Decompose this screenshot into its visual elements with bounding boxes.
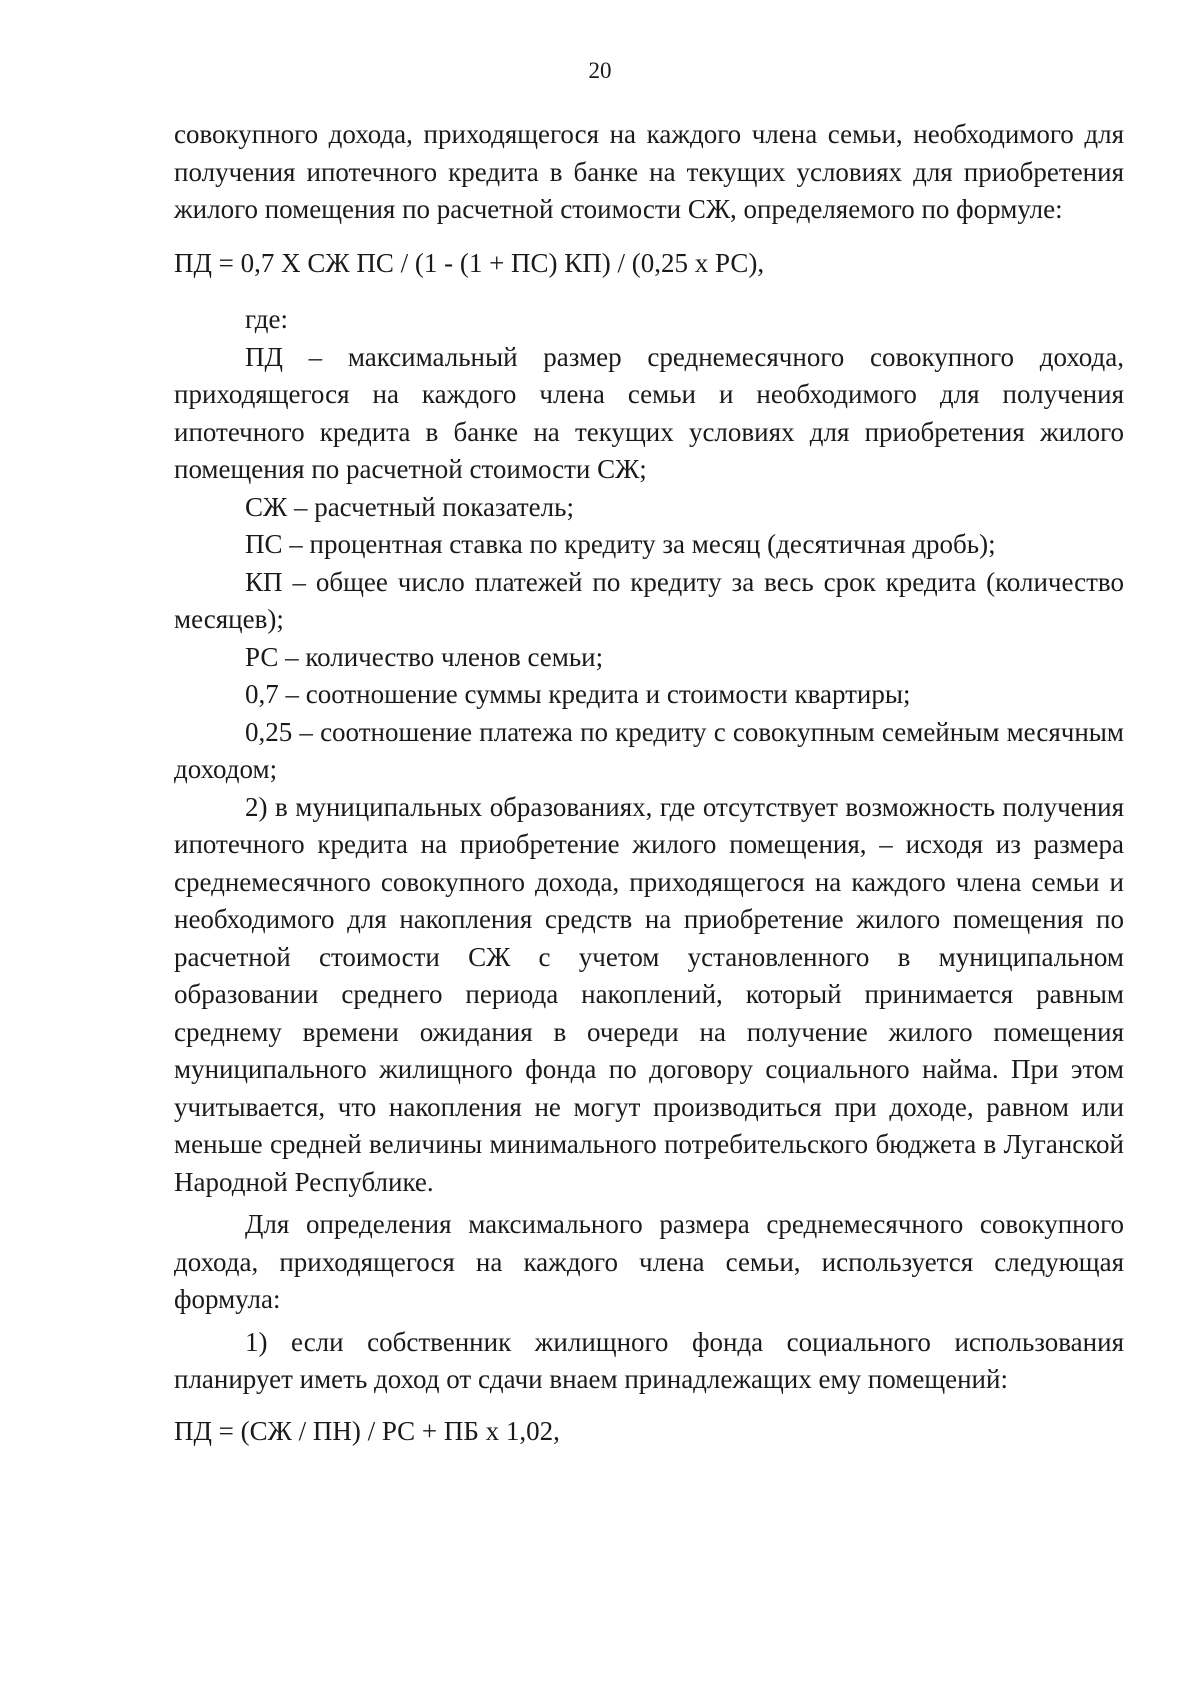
definition-pd: ПД – максимальный размер среднемесячного совокупного дохода, приходящегося на каждого члена семьи и необходимого для получения ипотечного кредита в банке на текущих условиях для приобретения жилого помещения по расчетной стоимости СЖ; <box>174 341 1124 484</box>
paragraph-item-2: 2) в муниципальных образованиях, где отсутствует возможность получения ипотечного кредита на приобретение жилого помещения, – исходя из размера среднемесячного совокупного дохода, приходящегося на каждого члена семьи и необходимого для накопления средств на приобретение жилого помещения по расчетной стоимости СЖ с учетом установленного в муниципальном образовании среднего периода накоплений, который принимается равным среднему времени ожидания в очереди на получение жилого помещения муниципального жилищного фонда по договору социального найма. При этом учитывается, что накопления не могут производиться при доходе, равном или меньше средней величины минимального потребительского бюджета в Луганской Народной Республике. <box>174 791 1124 1197</box>
paragraph-item-1: 1) если собственник жилищного фонда социального использования планирует иметь доход от сдачи внаем принадлежащих ему помещений: <box>174 1326 1124 1394</box>
definition-0-25: 0,25 – соотношение платежа по кредиту с совокупным семейным месячным доходом; <box>174 716 1124 784</box>
definition-szh: СЖ – расчетный показатель; <box>245 491 574 522</box>
paragraph-formula-intro: Для определения максимального размера среднемесячного совокупного дохода, приходящегося на каждого члена семьи, используется следующая формула: <box>174 1209 1124 1314</box>
paragraph-where: где: <box>245 304 288 334</box>
definition-ps: ПС – процентная ставка по кредиту за месяц (десятичная дробь); <box>245 529 996 559</box>
paragraph-continuation: совокупного дохода, приходящегося на каждого члена семьи, необходимого для получения ипотечного кредита в банке на текущих условиях для приобретения жилого помещения по расчетной стоимости СЖ, определяемого по формуле: <box>174 119 1124 224</box>
definition-kp: КП – общее число платежей по кредиту за весь срок кредита (количество месяцев); <box>174 566 1124 634</box>
page-number: 20 <box>588 58 612 83</box>
definition-0-7: 0,7 – соотношение суммы кредита и стоимости квартиры; <box>245 679 911 709</box>
document-body <box>174 116 1124 1469</box>
formula-mortgage-income: ПД = 0,7 Х СЖ ПС / (1 - (1 + ПС) КП) / (0,25 х РС), <box>174 247 765 278</box>
definition-rs: РС – количество членов семьи; <box>245 641 604 672</box>
formula-rental-income: ПД = (СЖ / ПН) / РС + ПБ х 1,02, <box>174 1415 560 1446</box>
